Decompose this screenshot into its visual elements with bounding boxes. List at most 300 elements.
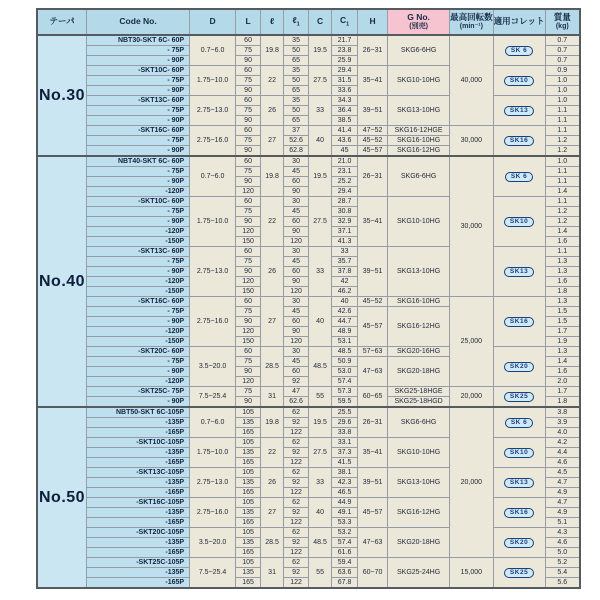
collet-badge: SK16 bbox=[504, 508, 534, 518]
cell-L: 60 bbox=[236, 156, 261, 167]
cell-mass: 0.7 bbox=[545, 46, 580, 56]
cell-code: -165P bbox=[87, 428, 190, 438]
cell-c1: 25.9 bbox=[332, 56, 358, 66]
cell-l1: 122 bbox=[284, 488, 309, 498]
cell-c1: 41.3 bbox=[332, 237, 358, 247]
cell-c1: 36.4 bbox=[332, 106, 358, 116]
cell-l: 26 bbox=[261, 468, 284, 498]
cell-mass: 3.9 bbox=[545, 418, 580, 428]
cell-code: -SKT16C- 60P bbox=[87, 297, 190, 307]
cell-collet bbox=[493, 438, 545, 468]
cell-mass: 4.4 bbox=[545, 448, 580, 458]
cell-l: 26 bbox=[261, 96, 284, 126]
cell-l: 19.8 bbox=[261, 156, 284, 197]
cell-c: 48.5 bbox=[309, 528, 332, 558]
cell-mass: 1.4 bbox=[545, 227, 580, 237]
cell-c1: 63.6 bbox=[332, 568, 358, 578]
collet-badge: SK16 bbox=[504, 317, 534, 327]
cell-c1: 31.5 bbox=[332, 76, 358, 86]
cell-code: - 90P bbox=[87, 217, 190, 227]
cell-d-range: 1.75~10.0 bbox=[190, 438, 236, 468]
cell-d-range: 0.7~6.0 bbox=[190, 156, 236, 197]
cell-L: 90 bbox=[236, 56, 261, 66]
cell-gno: SKG20-18HG bbox=[388, 528, 450, 558]
taper-label: No.50 bbox=[37, 407, 87, 588]
cell-code: - 90P bbox=[87, 116, 190, 126]
table-row bbox=[37, 438, 580, 448]
cell-l1: 45 bbox=[284, 167, 309, 177]
cell-code: - 75P bbox=[87, 307, 190, 317]
cell-L: 135 bbox=[236, 448, 261, 458]
cell-c: 27.5 bbox=[309, 197, 332, 247]
cell-mass: 2.0 bbox=[545, 377, 580, 387]
cell-code: -SKT13C- 60P bbox=[87, 96, 190, 106]
cell-c1: 42 bbox=[332, 277, 358, 287]
cell-mass: 1.1 bbox=[545, 177, 580, 187]
header-row bbox=[37, 9, 580, 35]
cell-code: - 75P bbox=[87, 106, 190, 116]
cell-l1: 45 bbox=[284, 357, 309, 367]
cell-l1: 60 bbox=[284, 217, 309, 227]
cell-code: -135P bbox=[87, 448, 190, 458]
cell-mass: 5.6 bbox=[545, 578, 580, 589]
cell-code: -SKT10C-105P bbox=[87, 438, 190, 448]
col-header-h: H bbox=[358, 9, 388, 35]
cell-c1: 37.3 bbox=[332, 448, 358, 458]
collet-badge: SK16 bbox=[504, 136, 534, 146]
cell-h: 60~70 bbox=[358, 558, 388, 589]
cell-L: 150 bbox=[236, 237, 261, 247]
cell-mass: 1.9 bbox=[545, 337, 580, 347]
cell-gno: SKG20-16HG bbox=[388, 347, 450, 357]
cell-c1: 33.1 bbox=[332, 438, 358, 448]
table-row bbox=[37, 156, 580, 167]
cell-L: 90 bbox=[236, 146, 261, 157]
cell-max-speed: 20,000 bbox=[450, 407, 494, 558]
cell-l1: 62 bbox=[284, 498, 309, 508]
cell-mass: 4.0 bbox=[545, 428, 580, 438]
cell-code: - 90P bbox=[87, 177, 190, 187]
collet-badge: SK25 bbox=[504, 568, 534, 578]
cell-h: 47~52 bbox=[358, 126, 388, 136]
cell-L: 135 bbox=[236, 418, 261, 428]
cell-mass: 0.7 bbox=[545, 56, 580, 66]
cell-collet bbox=[493, 498, 545, 528]
collet-badge: SK13 bbox=[504, 478, 534, 488]
cell-gno: SKG10-10HG bbox=[388, 197, 450, 247]
cell-d-range: 0.7~6.0 bbox=[190, 407, 236, 438]
cell-mass: 1.1 bbox=[545, 167, 580, 177]
cell-l1: 62 bbox=[284, 468, 309, 478]
cell-code: -165P bbox=[87, 488, 190, 498]
table-header bbox=[37, 9, 580, 35]
cell-L: 75 bbox=[236, 307, 261, 317]
cell-code: -SKT20C-105P bbox=[87, 528, 190, 538]
cell-collet bbox=[493, 247, 545, 297]
cell-gno: SKG16-12HG bbox=[388, 307, 450, 347]
cell-c1: 45 bbox=[332, 146, 358, 157]
cell-mass: 4.2 bbox=[545, 438, 580, 448]
cell-l1: 92 bbox=[284, 508, 309, 518]
cell-l1: 30 bbox=[284, 347, 309, 357]
cell-max-speed: 20,000 bbox=[450, 387, 494, 408]
cell-mass: 1.4 bbox=[545, 357, 580, 367]
cell-c: 19.5 bbox=[309, 35, 332, 66]
cell-l1: 120 bbox=[284, 287, 309, 297]
cell-collet bbox=[493, 96, 545, 126]
cell-h: 39~51 bbox=[358, 247, 388, 297]
cell-l: 27 bbox=[261, 126, 284, 157]
cell-code: -SKT16C-105P bbox=[87, 498, 190, 508]
cell-collet bbox=[493, 387, 545, 408]
cell-L: 135 bbox=[236, 478, 261, 488]
cell-l1: 92 bbox=[284, 448, 309, 458]
cell-mass: 1.1 bbox=[545, 126, 580, 136]
table-row bbox=[37, 35, 580, 46]
collet-badge: SK20 bbox=[504, 362, 534, 372]
cell-code: -SKT10C- 60P bbox=[87, 66, 190, 76]
cell-code: NBT50-SKT 6C-105P bbox=[87, 407, 190, 418]
cell-L: 165 bbox=[236, 458, 261, 468]
cell-c1: 46.2 bbox=[332, 287, 358, 297]
cell-mass: 0.7 bbox=[545, 35, 580, 46]
cell-c1: 44.7 bbox=[332, 317, 358, 327]
cell-gno: SKG16-12HGE bbox=[388, 126, 450, 136]
cell-mass: 4.7 bbox=[545, 478, 580, 488]
cell-L: 165 bbox=[236, 428, 261, 438]
cell-gno: SKG25-18HGE bbox=[388, 387, 450, 397]
cell-collet bbox=[493, 347, 545, 387]
cell-L: 75 bbox=[236, 76, 261, 86]
cell-gno: SKG25-18HGD bbox=[388, 397, 450, 408]
table-row bbox=[37, 558, 580, 568]
cell-code: -SKT13C- 60P bbox=[87, 247, 190, 257]
table-body bbox=[37, 35, 580, 588]
cell-collet bbox=[493, 407, 545, 438]
cell-h: 45~57 bbox=[358, 307, 388, 347]
col-header-L: L bbox=[236, 9, 261, 35]
cell-l: 28.5 bbox=[261, 528, 284, 558]
cell-max-speed: 40,000 bbox=[450, 35, 494, 126]
cell-gno: SKG16-10HG bbox=[388, 136, 450, 146]
cell-l: 22 bbox=[261, 197, 284, 247]
cell-c1: 25.5 bbox=[332, 407, 358, 418]
cell-mass: 1.5 bbox=[545, 317, 580, 327]
cell-l: 28.5 bbox=[261, 347, 284, 387]
cell-l1: 92 bbox=[284, 478, 309, 488]
cell-L: 60 bbox=[236, 126, 261, 136]
table-row bbox=[37, 126, 580, 136]
cell-L: 120 bbox=[236, 187, 261, 197]
cell-L: 165 bbox=[236, 518, 261, 528]
cell-gno: SKG13-10HG bbox=[388, 96, 450, 126]
cell-l1: 30 bbox=[284, 197, 309, 207]
cell-gno: SKG13-10HG bbox=[388, 468, 450, 498]
cell-l: 19.8 bbox=[261, 35, 284, 66]
cell-gno: SKG25-24HG bbox=[388, 558, 450, 589]
cell-l1: 47 bbox=[284, 387, 309, 397]
cell-l1: 122 bbox=[284, 518, 309, 528]
cell-c1: 67.8 bbox=[332, 578, 358, 589]
table-row bbox=[37, 66, 580, 76]
cell-mass: 3.8 bbox=[545, 407, 580, 418]
collet-badge: SK10 bbox=[504, 76, 534, 86]
cell-L: 75 bbox=[236, 387, 261, 397]
cell-d-range: 2.75~16.0 bbox=[190, 297, 236, 347]
cell-l1: 35 bbox=[284, 96, 309, 106]
cell-mass: 5.4 bbox=[545, 568, 580, 578]
col-header-d: D bbox=[190, 9, 236, 35]
cell-l1: 52.6 bbox=[284, 136, 309, 146]
col-header-gno: G No. (別売) bbox=[388, 9, 450, 35]
cell-c1: 41.5 bbox=[332, 458, 358, 468]
cell-mass: 1.8 bbox=[545, 287, 580, 297]
cell-c1: 48.9 bbox=[332, 327, 358, 337]
col-header-max-speed: 最高回転数 (min⁻¹) bbox=[450, 9, 494, 35]
cell-collet bbox=[493, 126, 545, 157]
cell-collet bbox=[493, 66, 545, 96]
cell-h: 35~41 bbox=[358, 66, 388, 96]
cell-collet bbox=[493, 558, 545, 589]
cell-L: 90 bbox=[236, 397, 261, 408]
cell-code: - 75P bbox=[87, 207, 190, 217]
cell-max-speed: 30,000 bbox=[450, 126, 494, 157]
spec-table bbox=[36, 8, 581, 589]
cell-c1: 50.9 bbox=[332, 357, 358, 367]
cell-l1: 50 bbox=[284, 46, 309, 56]
cell-L: 105 bbox=[236, 407, 261, 418]
cell-L: 60 bbox=[236, 35, 261, 46]
cell-l1: 62 bbox=[284, 438, 309, 448]
cell-gno: SKG10-10HG bbox=[388, 438, 450, 468]
cell-gno: SKG16-12HG bbox=[388, 498, 450, 528]
collet-badge: SK10 bbox=[504, 448, 534, 458]
cell-L: 60 bbox=[236, 66, 261, 76]
cell-l1: 62 bbox=[284, 528, 309, 538]
collet-badge: SK13 bbox=[504, 267, 534, 277]
collet-badge: SK10 bbox=[504, 217, 534, 227]
cell-l: 31 bbox=[261, 558, 284, 589]
cell-c1: 30.8 bbox=[332, 207, 358, 217]
cell-code: - 75P bbox=[87, 257, 190, 267]
cell-h: 26~31 bbox=[358, 156, 388, 197]
cell-l1: 65 bbox=[284, 116, 309, 126]
cell-code: -120P bbox=[87, 187, 190, 197]
col-header-mass: 質量 (kg) bbox=[545, 9, 580, 35]
cell-L: 105 bbox=[236, 468, 261, 478]
cell-code: -SKT16C- 60P bbox=[87, 126, 190, 136]
cell-code: -SKT25C- 75P bbox=[87, 387, 190, 397]
collet-badge: SK25 bbox=[504, 392, 534, 402]
cell-l1: 62.6 bbox=[284, 397, 309, 408]
cell-collet bbox=[493, 35, 545, 66]
cell-mass: 1.3 bbox=[545, 347, 580, 357]
cell-c1: 25.2 bbox=[332, 177, 358, 187]
cell-l1: 122 bbox=[284, 428, 309, 438]
cell-gno: SKG16-12HG bbox=[388, 146, 450, 157]
cell-c: 40 bbox=[309, 498, 332, 528]
cell-L: 120 bbox=[236, 377, 261, 387]
cell-code: -SKT20C- 60P bbox=[87, 347, 190, 357]
cell-L: 150 bbox=[236, 337, 261, 347]
cell-c: 40 bbox=[309, 297, 332, 347]
cell-code: -SKT13C-105P bbox=[87, 468, 190, 478]
cell-mass: 1.1 bbox=[545, 197, 580, 207]
cell-mass: 1.6 bbox=[545, 277, 580, 287]
cell-h: 39~51 bbox=[358, 468, 388, 498]
cell-l: 27 bbox=[261, 297, 284, 347]
cell-c1: 29.4 bbox=[332, 66, 358, 76]
cell-l1: 62.8 bbox=[284, 146, 309, 157]
cell-d-range: 3.5~20.0 bbox=[190, 347, 236, 387]
cell-L: 75 bbox=[236, 106, 261, 116]
cell-code: -SKT10C- 60P bbox=[87, 197, 190, 207]
cell-L: 120 bbox=[236, 277, 261, 287]
taper-label: No.30 bbox=[37, 35, 87, 156]
cell-d-range: 0.7~6.0 bbox=[190, 35, 236, 66]
cell-mass: 1.3 bbox=[545, 297, 580, 307]
col-header-c1: $C_1$ bbox=[332, 9, 358, 35]
cell-h: 35~41 bbox=[358, 197, 388, 247]
cell-c1: 21.0 bbox=[332, 156, 358, 167]
cell-c1: 43.6 bbox=[332, 136, 358, 146]
cell-code: - 90P bbox=[87, 317, 190, 327]
cell-collet bbox=[493, 528, 545, 558]
cell-code: - 90P bbox=[87, 397, 190, 408]
cell-mass: 5.1 bbox=[545, 518, 580, 528]
cell-mass: 1.3 bbox=[545, 257, 580, 267]
cell-L: 135 bbox=[236, 508, 261, 518]
cell-c1: 40 bbox=[332, 297, 358, 307]
cell-c1: 21.7 bbox=[332, 35, 358, 46]
cell-c1: 23.8 bbox=[332, 46, 358, 56]
cell-mass: 5.2 bbox=[545, 558, 580, 568]
cell-code: - 75P bbox=[87, 76, 190, 86]
cell-code: -135P bbox=[87, 418, 190, 428]
cell-code: -165P bbox=[87, 518, 190, 528]
cell-mass: 1.1 bbox=[545, 116, 580, 126]
cell-code: - 90P bbox=[87, 146, 190, 157]
cell-c: 55 bbox=[309, 387, 332, 408]
cell-code: -165P bbox=[87, 548, 190, 558]
cell-L: 60 bbox=[236, 347, 261, 357]
cell-c: 19.5 bbox=[309, 156, 332, 197]
cell-c1: 32.9 bbox=[332, 217, 358, 227]
cell-c: 40 bbox=[309, 126, 332, 157]
col-header-c: C bbox=[309, 9, 332, 35]
cell-c: 33 bbox=[309, 468, 332, 498]
cell-h: 26~31 bbox=[358, 35, 388, 66]
cell-c1: 29.6 bbox=[332, 418, 358, 428]
cell-c1: 49.1 bbox=[332, 508, 358, 518]
cell-gno: SKG10-10HG bbox=[388, 66, 450, 96]
col-header-l1: ℓ$_1$ bbox=[284, 9, 309, 35]
cell-gno: SKG6-6HG bbox=[388, 35, 450, 66]
cell-L: 60 bbox=[236, 247, 261, 257]
cell-l: 19.8 bbox=[261, 407, 284, 438]
cell-code: -135P bbox=[87, 538, 190, 548]
table-row bbox=[37, 528, 580, 538]
cell-mass: 1.6 bbox=[545, 367, 580, 377]
cell-c1: 37.1 bbox=[332, 227, 358, 237]
cell-L: 75 bbox=[236, 46, 261, 56]
cell-l1: 35 bbox=[284, 35, 309, 46]
cell-code: - 90P bbox=[87, 367, 190, 377]
cell-mass: 1.0 bbox=[545, 86, 580, 96]
cell-l1: 62 bbox=[284, 407, 309, 418]
cell-code: -120P bbox=[87, 377, 190, 387]
cell-L: 90 bbox=[236, 116, 261, 126]
cell-code: - 75P bbox=[87, 136, 190, 146]
cell-collet bbox=[493, 297, 545, 347]
cell-d-range: 1.75~10.0 bbox=[190, 197, 236, 247]
cell-l1: 30 bbox=[284, 297, 309, 307]
cell-mass: 1.0 bbox=[545, 96, 580, 106]
cell-c1: 33.8 bbox=[332, 428, 358, 438]
cell-L: 75 bbox=[236, 357, 261, 367]
cell-mass: 1.3 bbox=[545, 267, 580, 277]
cell-L: 90 bbox=[236, 267, 261, 277]
cell-gno: SKG20-18HG bbox=[388, 357, 450, 387]
cell-c1: 59.4 bbox=[332, 558, 358, 568]
cell-c1: 53.0 bbox=[332, 367, 358, 377]
col-header-collet: 適用コレット bbox=[493, 9, 545, 35]
cell-d-range: 2.75~13.0 bbox=[190, 96, 236, 126]
cell-L: 120 bbox=[236, 327, 261, 337]
cell-code: - 90P bbox=[87, 86, 190, 96]
cell-l1: 122 bbox=[284, 458, 309, 468]
cell-L: 90 bbox=[236, 177, 261, 187]
cell-code: -135P bbox=[87, 568, 190, 578]
cell-l1: 62 bbox=[284, 558, 309, 568]
cell-mass: 1.7 bbox=[545, 327, 580, 337]
cell-l1: 120 bbox=[284, 337, 309, 347]
cell-L: 135 bbox=[236, 538, 261, 548]
cell-L: 105 bbox=[236, 498, 261, 508]
cell-c1: 61.6 bbox=[332, 548, 358, 558]
cell-L: 60 bbox=[236, 96, 261, 106]
cell-l1: 30 bbox=[284, 247, 309, 257]
cell-collet bbox=[493, 156, 545, 197]
cell-code: -SKT25C-105P bbox=[87, 558, 190, 568]
cell-l1: 65 bbox=[284, 56, 309, 66]
cell-l1: 37 bbox=[284, 126, 309, 136]
cell-L: 165 bbox=[236, 578, 261, 589]
cell-l1: 60 bbox=[284, 317, 309, 327]
cell-h: 60~65 bbox=[358, 387, 388, 408]
cell-L: 135 bbox=[236, 568, 261, 578]
collet-badge: SK 6 bbox=[505, 418, 533, 428]
table-row bbox=[37, 297, 580, 307]
cell-mass: 4.6 bbox=[545, 458, 580, 468]
cell-code: -150P bbox=[87, 287, 190, 297]
cell-L: 165 bbox=[236, 548, 261, 558]
cell-code: - 75P bbox=[87, 357, 190, 367]
cell-code: -165P bbox=[87, 458, 190, 468]
cell-code: - 75P bbox=[87, 167, 190, 177]
cell-c1: 53.3 bbox=[332, 518, 358, 528]
cell-l1: 92 bbox=[284, 538, 309, 548]
cell-l: 26 bbox=[261, 247, 284, 297]
cell-mass: 0.9 bbox=[545, 66, 580, 76]
cell-L: 105 bbox=[236, 438, 261, 448]
cell-code: - 75P bbox=[87, 46, 190, 56]
cell-c: 19.5 bbox=[309, 407, 332, 438]
collet-badge: SK 6 bbox=[505, 172, 533, 182]
cell-d-range: 2.75~16.0 bbox=[190, 498, 236, 528]
cell-max-speed: 25,000 bbox=[450, 297, 494, 387]
cell-c: 27.5 bbox=[309, 438, 332, 468]
